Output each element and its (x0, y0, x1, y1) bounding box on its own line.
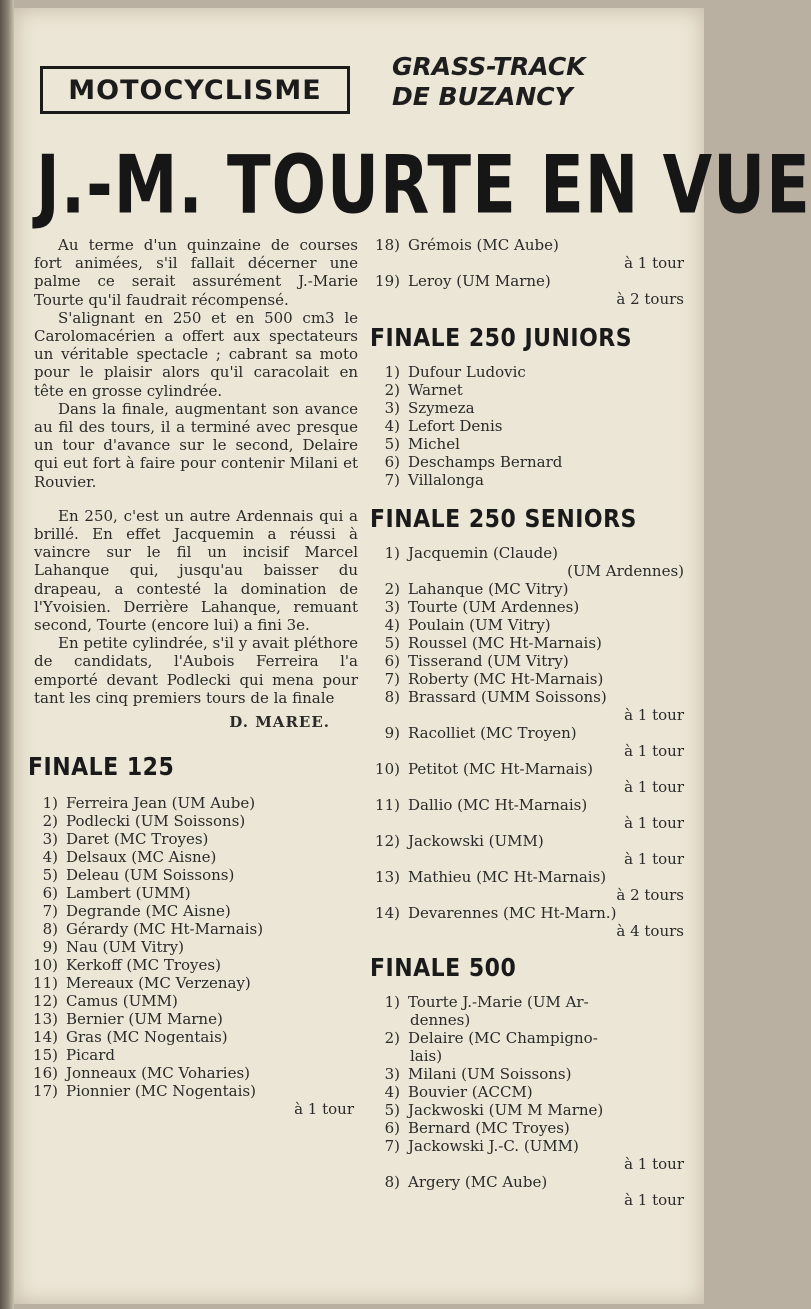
result-rider: Racolliet (MC Troyen) (408, 724, 577, 742)
result-row (370, 1029, 688, 1065)
event-title-line2: DE BUZANCY (392, 82, 573, 111)
gap-note: à 1 tour (624, 778, 684, 796)
gap-note: à 1 tour (624, 706, 684, 724)
result-rank: 5) (384, 634, 400, 652)
result-rider: Jackwoski (UM M Marne) (408, 1101, 604, 1119)
result-rank: 3) (42, 830, 58, 849)
section-label-box (40, 66, 350, 114)
result-rank: 6) (384, 453, 400, 471)
result-row (370, 868, 688, 886)
result-row (370, 832, 688, 850)
finale-250-juniors-heading: FINALE 250 JUNIORS (370, 324, 633, 353)
result-rider: Lahanque (MC Vitry) (408, 580, 569, 598)
result-continuation: lais) (410, 1047, 443, 1065)
result-rank: 5) (384, 435, 400, 453)
byline: D. MAREE. (229, 713, 330, 732)
article-paragraph: S'alignant en 250 et en 500 cm3 le Carolomacérien a offert aux spectateurs un véritable spectacle ; cabrant sa moto pour le plaisir alors qu'il caracolait en tête en grosse cylindrée. (34, 308, 358, 400)
result-row (370, 724, 688, 742)
result-rank: 13) (33, 1010, 58, 1029)
result-rank: 1) (384, 993, 400, 1011)
scan-edge (0, 0, 14, 1309)
result-rider: Jacquemin (Claude) (408, 544, 559, 562)
result-rank: 2) (42, 812, 58, 831)
result-rank: 9) (42, 938, 58, 957)
result-rank: 1) (384, 544, 400, 562)
result-row (370, 417, 688, 435)
result-row (370, 1065, 688, 1083)
result-continuation: (UM Ardennes) (567, 562, 684, 580)
finale-500-results (370, 993, 688, 1209)
result-rider: Gras (MC Nogentais) (66, 1028, 228, 1047)
result-row (28, 1064, 358, 1082)
result-rider: Delaire (MC Champigno- (408, 1029, 598, 1047)
result-rider: Deschamps Bernard (408, 453, 563, 471)
result-rider: Mereaux (MC Verzenay) (66, 974, 251, 993)
result-rank: 7) (42, 902, 58, 921)
finale-250-seniors-results (370, 544, 688, 940)
left-column (28, 236, 358, 1118)
result-rider: Pionnier (MC Nogentais) (66, 1082, 256, 1101)
result-rank: 16) (33, 1064, 58, 1083)
result-row (370, 904, 688, 922)
result-rider: Milani (UM Soissons) (408, 1065, 572, 1083)
result-row (28, 1028, 358, 1046)
result-rider: Leroy (UM Marne) (408, 272, 551, 290)
result-row (28, 830, 358, 848)
result-rider: Michel (408, 435, 460, 453)
result-row (28, 848, 358, 866)
result-rank: 9) (384, 724, 400, 742)
result-rider: Lambert (UMM) (66, 884, 191, 903)
result-rider: Argery (MC Aube) (408, 1173, 548, 1191)
article-paragraph: Dans la finale, augmentant son avance au fil des tours, il a terminé avec presque un tour d'avance sur le second, Delaire qui eut fort à faire pour contenir Milani et Rouvier. (34, 399, 358, 491)
result-rank: 4) (384, 417, 400, 435)
result-rider: Deleau (UM Soissons) (66, 866, 235, 885)
result-rank: 10) (33, 956, 58, 975)
result-row (370, 453, 688, 471)
result-row (370, 688, 688, 706)
result-row (370, 670, 688, 688)
result-rider: Gérardy (MC Ht-Marnais) (66, 920, 264, 939)
result-row (28, 974, 358, 992)
result-rank: 8) (384, 688, 400, 706)
result-rider: Jackowski (UMM) (408, 832, 544, 850)
result-rider: Camus (UMM) (66, 992, 178, 1011)
gap-note: à 1 tour (624, 254, 684, 272)
result-rank: 6) (384, 1119, 400, 1137)
right-column (370, 236, 688, 1209)
result-row (28, 812, 358, 830)
result-row (28, 1010, 358, 1028)
result-rank: 11) (33, 974, 58, 993)
result-rider: Kerkoff (MC Troyes) (66, 956, 221, 975)
result-row (370, 471, 688, 489)
result-row (28, 920, 358, 938)
result-rank: 3) (384, 399, 400, 417)
finale-125-heading: FINALE 125 (28, 753, 175, 782)
result-rank: 19) (375, 272, 400, 290)
result-rider: Tourte J.-Marie (UM Ar- (408, 993, 589, 1011)
result-rank: 12) (375, 832, 400, 850)
result-rank: 1) (42, 794, 58, 813)
event-title (392, 52, 652, 112)
result-rider: Roberty (MC Ht-Marnais) (408, 670, 604, 688)
result-rank: 6) (384, 652, 400, 670)
result-rider: Dallio (MC Ht-Marnais) (408, 796, 588, 814)
result-rank: 12) (33, 992, 58, 1011)
result-rider: Villalonga (408, 471, 484, 489)
result-rider: Nau (UM Vitry) (66, 938, 185, 957)
result-rank: 8) (384, 1173, 400, 1191)
result-rider: Picard (66, 1046, 116, 1065)
result-rider: Daret (MC Troyes) (66, 830, 209, 849)
result-rank: 7) (384, 1137, 400, 1155)
result-rider: Bouvier (ACCM) (408, 1083, 533, 1101)
result-rank: 1) (384, 363, 400, 381)
gap-note: à 1 tour (624, 850, 684, 868)
result-row (370, 272, 688, 290)
gap-note: à 1 tour (624, 742, 684, 760)
result-rank: 4) (384, 616, 400, 634)
result-rank: 5) (42, 866, 58, 885)
result-rank: 7) (384, 670, 400, 688)
result-rider: Dufour Ludovic (408, 363, 526, 381)
result-row (370, 993, 688, 1029)
result-rider: Warnet (408, 381, 463, 399)
result-rider: Delsaux (MC Aisne) (66, 848, 217, 867)
result-rider: Jonneaux (MC Voharies) (66, 1064, 251, 1083)
result-rank: 4) (384, 1083, 400, 1101)
result-row (28, 938, 358, 956)
result-rank: 2) (384, 381, 400, 399)
headline: J.-M. TOURTE EN VUE (36, 140, 811, 233)
result-row (370, 1101, 688, 1119)
result-rank: 18) (375, 236, 400, 254)
result-row (370, 616, 688, 634)
result-rank: 14) (33, 1028, 58, 1047)
result-rank: 7) (384, 471, 400, 489)
result-row (28, 884, 358, 902)
result-row (370, 580, 688, 598)
result-rider: Bernier (UM Marne) (66, 1010, 223, 1029)
result-row (370, 1119, 688, 1137)
result-rank: 13) (375, 868, 400, 886)
result-rider: Devarennes (MC Ht-Marn.) (408, 904, 617, 922)
gap-note: à 1 tour (624, 814, 684, 832)
result-row (28, 956, 358, 974)
result-continuation: dennes) (410, 1011, 471, 1029)
article-paragraph: En petite cylindrée, s'il y avait pléthore de candidats, l'Aubois Ferreira l'a emporté devant Podlecki qui mena pour tant les cinq premiers tours de la finale (34, 634, 358, 707)
result-row (370, 381, 688, 399)
event-title-line1: GRASS-TRACK (392, 52, 586, 81)
result-row (370, 236, 688, 254)
result-row (370, 652, 688, 670)
result-rider: Poulain (UM Vitry) (408, 616, 551, 634)
result-rank: 6) (42, 884, 58, 903)
result-rider: Petitot (MC Ht-Marnais) (408, 760, 594, 778)
result-rider: Jackowski J.-C. (UMM) (408, 1137, 579, 1155)
result-row (370, 598, 688, 616)
result-row (28, 902, 358, 920)
article-paragraph: En 250, c'est un autre Ardennais qui a brillé. En effet Jacquemin a réussi à vaincre sur le fil un incisif Marcel Lahanque qui, jusqu'au baisser du drapeau, a contesté la domination de l'Yvoisien. Derrière Lahanque, remuant second, Tourte (encore lui) a fini 3e. (34, 506, 358, 635)
result-rank: 11) (375, 796, 400, 814)
gap-note: à 2 tours (616, 886, 684, 904)
section-label: MOTOCYCLISME (68, 74, 322, 106)
result-row (370, 435, 688, 453)
result-rank: 15) (33, 1046, 58, 1065)
result-rider: Roussel (MC Ht-Marnais) (408, 634, 602, 652)
result-row (370, 544, 688, 580)
finale-250-seniors-heading: FINALE 250 SENIORS (370, 505, 637, 534)
result-rider: Degrande (MC Aisne) (66, 902, 231, 921)
result-row (370, 1173, 688, 1191)
result-rank: 4) (42, 848, 58, 867)
gap-note: à 1 tour (294, 1100, 354, 1119)
finale-125-results (28, 794, 358, 1118)
finale-125-results-continued (370, 236, 688, 308)
result-rider: Szymeza (408, 399, 475, 417)
result-rider: Brassard (UMM Soissons) (408, 688, 607, 706)
result-row (370, 760, 688, 778)
result-row (28, 1082, 358, 1100)
result-rider: Grémois (MC Aube) (408, 236, 559, 254)
result-row (28, 1046, 358, 1064)
gap-note: à 1 tour (624, 1155, 684, 1173)
result-row (370, 634, 688, 652)
result-row (28, 794, 358, 812)
result-rider: Mathieu (MC Ht-Marnais) (408, 868, 607, 886)
result-rider: Podlecki (UM Soissons) (66, 812, 246, 831)
article-paragraph: Au terme d'un quinzaine de courses fort animées, s'il fallait décerner une palme ce serait assurément J.-Marie Tourte qu'il faudrait récompensé. (34, 236, 358, 309)
result-rider: Ferreira Jean (UM Aube) (66, 794, 256, 813)
result-row (370, 1083, 688, 1101)
result-rank: 2) (384, 1029, 400, 1047)
finale-500-heading: FINALE 500 (370, 954, 517, 983)
result-rank: 3) (384, 598, 400, 616)
result-rank: 10) (375, 760, 400, 778)
result-rank: 8) (42, 920, 58, 939)
gap-note: à 1 tour (624, 1191, 684, 1209)
result-row (370, 363, 688, 381)
result-rank: 17) (33, 1082, 58, 1101)
result-rank: 5) (384, 1101, 400, 1119)
result-row (370, 796, 688, 814)
result-row (370, 1137, 688, 1155)
result-row (28, 866, 358, 884)
result-row (370, 399, 688, 417)
result-rank: 14) (375, 904, 400, 922)
result-rider: Lefort Denis (408, 417, 503, 435)
result-rider: Bernard (MC Troyes) (408, 1119, 570, 1137)
finale-250-juniors-results (370, 363, 688, 489)
result-rank: 2) (384, 580, 400, 598)
result-rider: Tisserand (UM Vitry) (408, 652, 569, 670)
result-rank: 3) (384, 1065, 400, 1083)
gap-note: à 2 tours (616, 290, 684, 308)
result-row (28, 992, 358, 1010)
result-rider: Tourte (UM Ardennes) (408, 598, 580, 616)
gap-note: à 4 tours (616, 922, 684, 940)
